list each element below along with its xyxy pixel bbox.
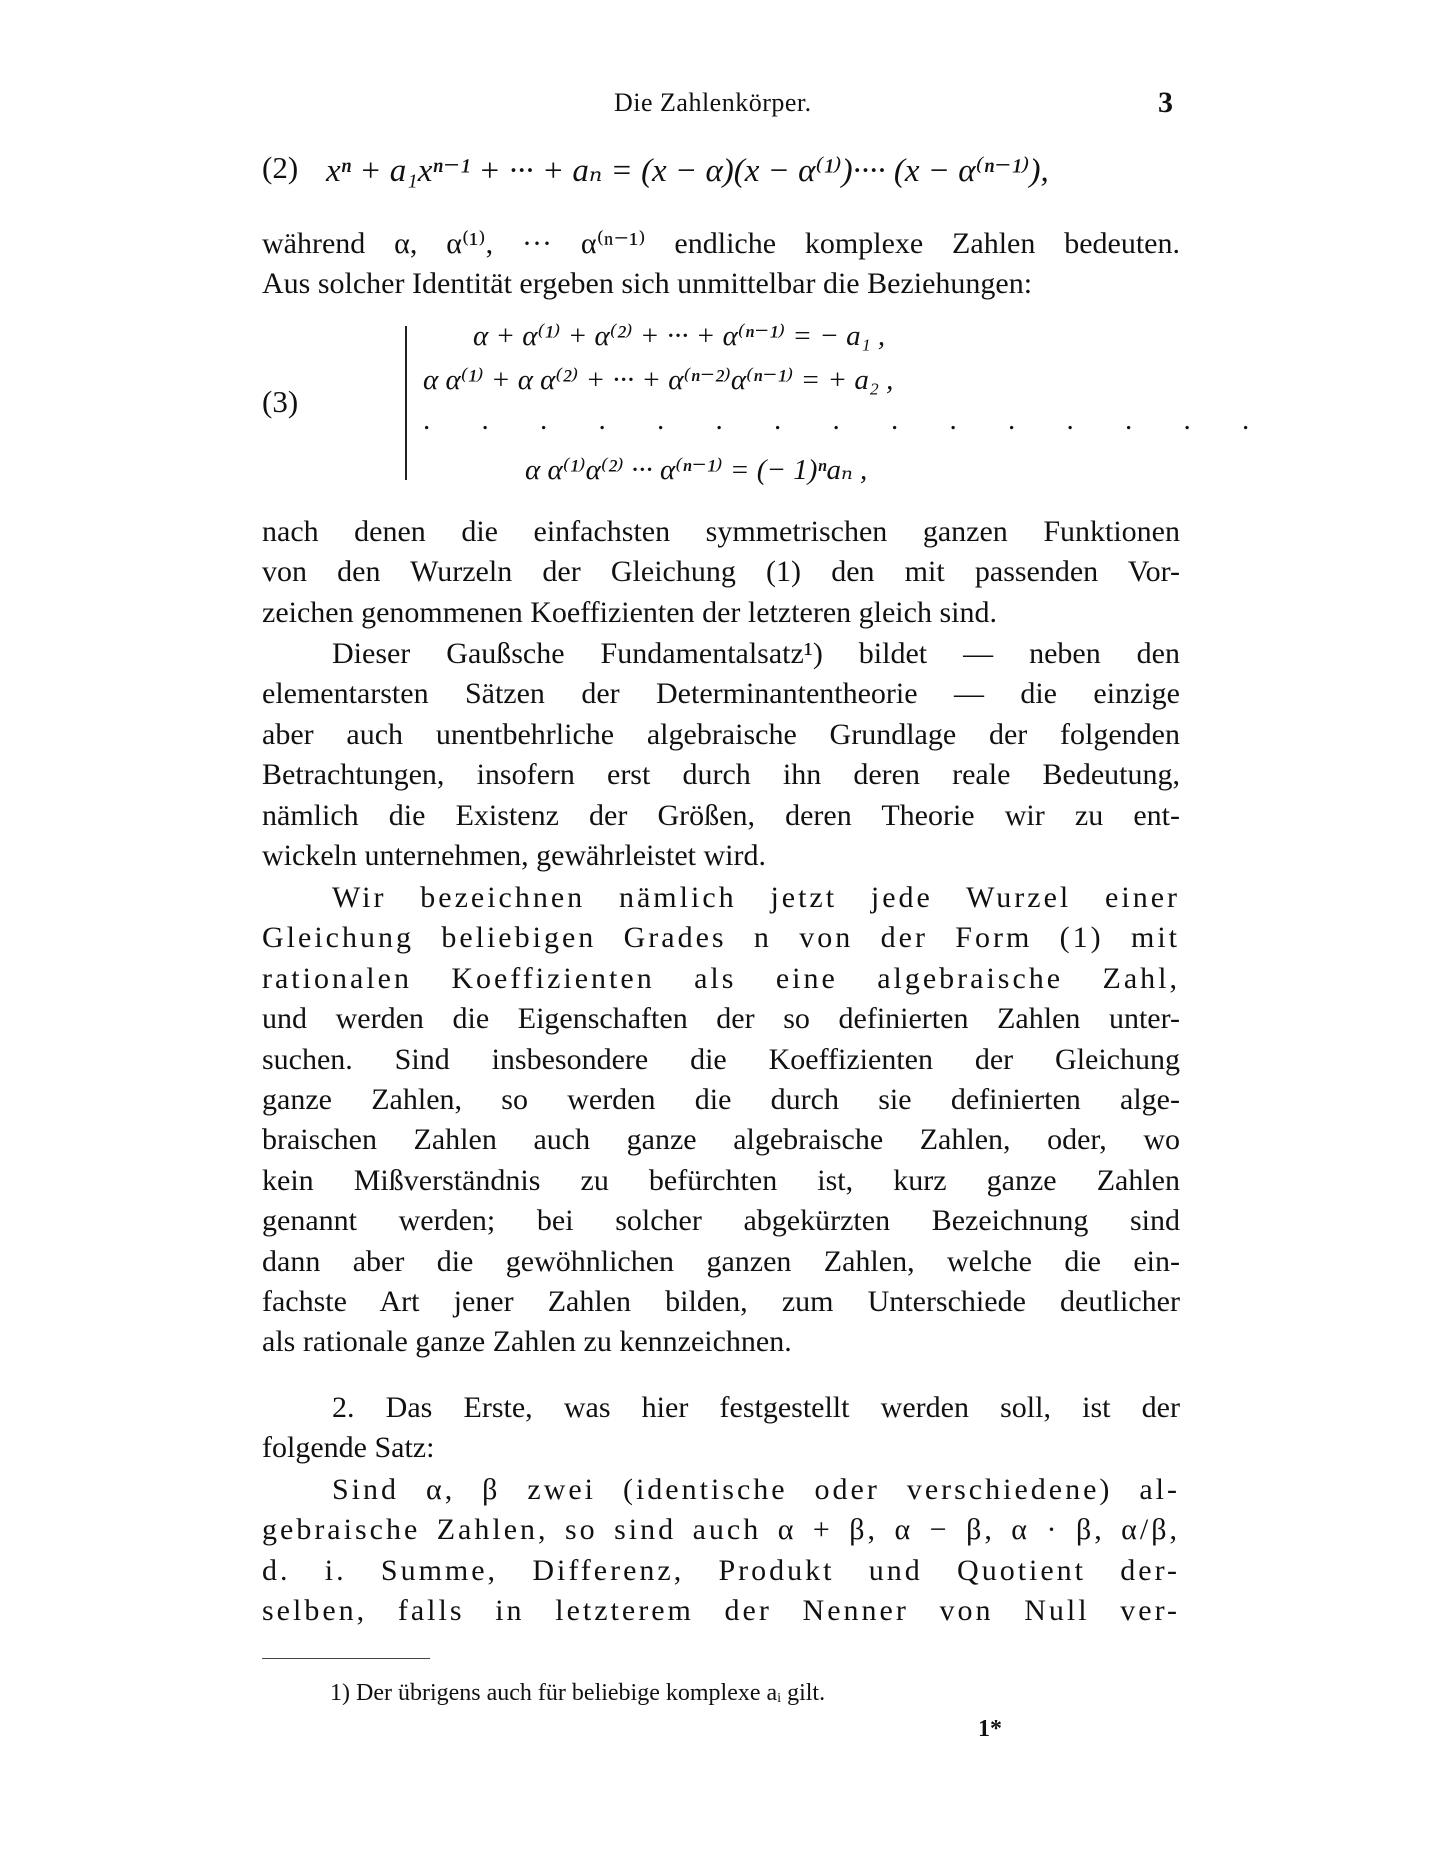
- text-line: wickeln unternehmen, gewährleistet wird.: [262, 838, 766, 872]
- equation-system-3: [405, 312, 1272, 486]
- text-line: fachste Art jener Zahlen bilden, zum Unterschiede deutlicher: [262, 1284, 1180, 1318]
- text-line: ganze Zahlen, so werden die durch sie definierten alge-: [262, 1082, 1180, 1116]
- paragraph-2: [262, 512, 1180, 633]
- text-line: aber auch unentbehrliche algebraische Grundlage der folgenden: [262, 717, 1180, 751]
- text-line: Betrachtungen, insofern erst durch ihn deren reale Bedeutung,: [262, 758, 1180, 792]
- text-line: folgende Satz:: [262, 1431, 435, 1465]
- footnote: 1) Der übrigens auch für beliebige komplexe aᵢ gilt.: [330, 1680, 826, 1706]
- text-line: nach denen die einfachsten symmetrischen ganzen Funktionen: [262, 515, 1180, 548]
- text-line: dann aber die gewöhnlichen ganzen Zahlen, welche die ein-: [262, 1244, 1180, 1278]
- text-line: während α, α⁽¹⁾, ··· α⁽ⁿ⁻¹⁾ endliche komplexe Zahlen bedeuten.: [262, 227, 1180, 260]
- text-line: von den Wurzeln der Gleichung (1) den mit passenden Vor-: [262, 555, 1180, 589]
- text-line: braischen Zahlen auch ganze algebraische Zahlen, oder, wo: [262, 1123, 1180, 1157]
- text-line: und werden die Eigenschaften der so definierten Zahlen unter-: [262, 1002, 1180, 1036]
- running-title: Die Zahlenkörper.: [614, 88, 812, 117]
- equation-2-body: xⁿ + a₁xⁿ⁻¹ + ··· + aₙ = (x − α)(x − α⁽¹⁾)···· (x − α⁽ⁿ⁻¹⁾),: [326, 153, 1049, 189]
- paragraph-1: [262, 224, 1180, 305]
- paragraph-4: [262, 878, 1180, 1363]
- text-line: suchen. Sind insbesondere die Koeffizienten der Gleichung: [262, 1042, 1180, 1076]
- signature-mark: 1*: [978, 1716, 1002, 1742]
- text-line: als rationale ganze Zahlen zu kennzeichnen.: [262, 1325, 792, 1359]
- page-number: 3: [1158, 86, 1173, 119]
- text-line: Gleichung beliebigen Grades n von der Form (1) mit: [262, 921, 1180, 955]
- text-line: rationalen Koeffizienten als eine algebraische Zahl,: [262, 961, 1180, 995]
- text-line: genannt werden; bei solcher abgekürzten Bezeichnung sind: [262, 1204, 1180, 1238]
- text-line: nämlich die Existenz der Größen, deren Theorie wir zu ent-: [262, 798, 1180, 832]
- paragraph-3: [262, 634, 1180, 876]
- text-line: 2. Das Erste, was hier festgestellt werden soll, ist der: [332, 1391, 1180, 1424]
- equation-2-label: (2): [262, 150, 299, 185]
- equation-3-label: (3): [262, 384, 299, 419]
- system-line-dots: . . . . . . . . . . . . . . .: [423, 404, 1272, 436]
- text-line: Dieser Gaußsche Fundamentalsatz¹) bildet — neben den: [332, 637, 1180, 670]
- text-line: gebraische Zahlen, so sind auch α + β, α − β, α · β, α/β,: [262, 1513, 1180, 1547]
- left-brace: [405, 326, 421, 480]
- text-line: Aus solcher Identität ergeben sich unmittelbar die Beziehungen:: [262, 267, 1033, 301]
- system-line-1: α + α⁽¹⁾ + α⁽²⁾ + ··· + α⁽ⁿ⁻¹⁾ = − a₁ ,: [473, 320, 886, 352]
- text-line: zeichen genommenen Koeffizienten der letzteren gleich sind.: [262, 595, 997, 629]
- paragraph-5: [262, 1388, 1180, 1469]
- text-line: kein Mißverständnis zu befürchten ist, kurz ganze Zahlen: [262, 1163, 1180, 1197]
- text-line: selben, falls in letzterem der Nenner von Null ver-: [262, 1594, 1180, 1628]
- text-line: Sind α, β zwei (identische oder verschiedene) al-: [332, 1473, 1180, 1506]
- text-line: Wir bezeichnen nämlich jetzt jede Wurzel einer: [332, 881, 1180, 914]
- system-line-2: α α⁽¹⁾ + α α⁽²⁾ + ··· + α⁽ⁿ⁻²⁾α⁽ⁿ⁻¹⁾ = + a₂ ,: [423, 364, 894, 396]
- system-line-last: α α⁽¹⁾α⁽²⁾ ··· α⁽ⁿ⁻¹⁾ = (− 1)ⁿaₙ ,: [525, 454, 868, 486]
- paragraph-6: [262, 1470, 1180, 1632]
- text-line: d. i. Summe, Differenz, Produkt und Quotient der-: [262, 1553, 1180, 1587]
- text-line: elementarsten Sätzen der Determinantentheorie — die einzige: [262, 677, 1180, 711]
- footnote-divider: [262, 1658, 430, 1659]
- page-header: [0, 88, 1445, 128]
